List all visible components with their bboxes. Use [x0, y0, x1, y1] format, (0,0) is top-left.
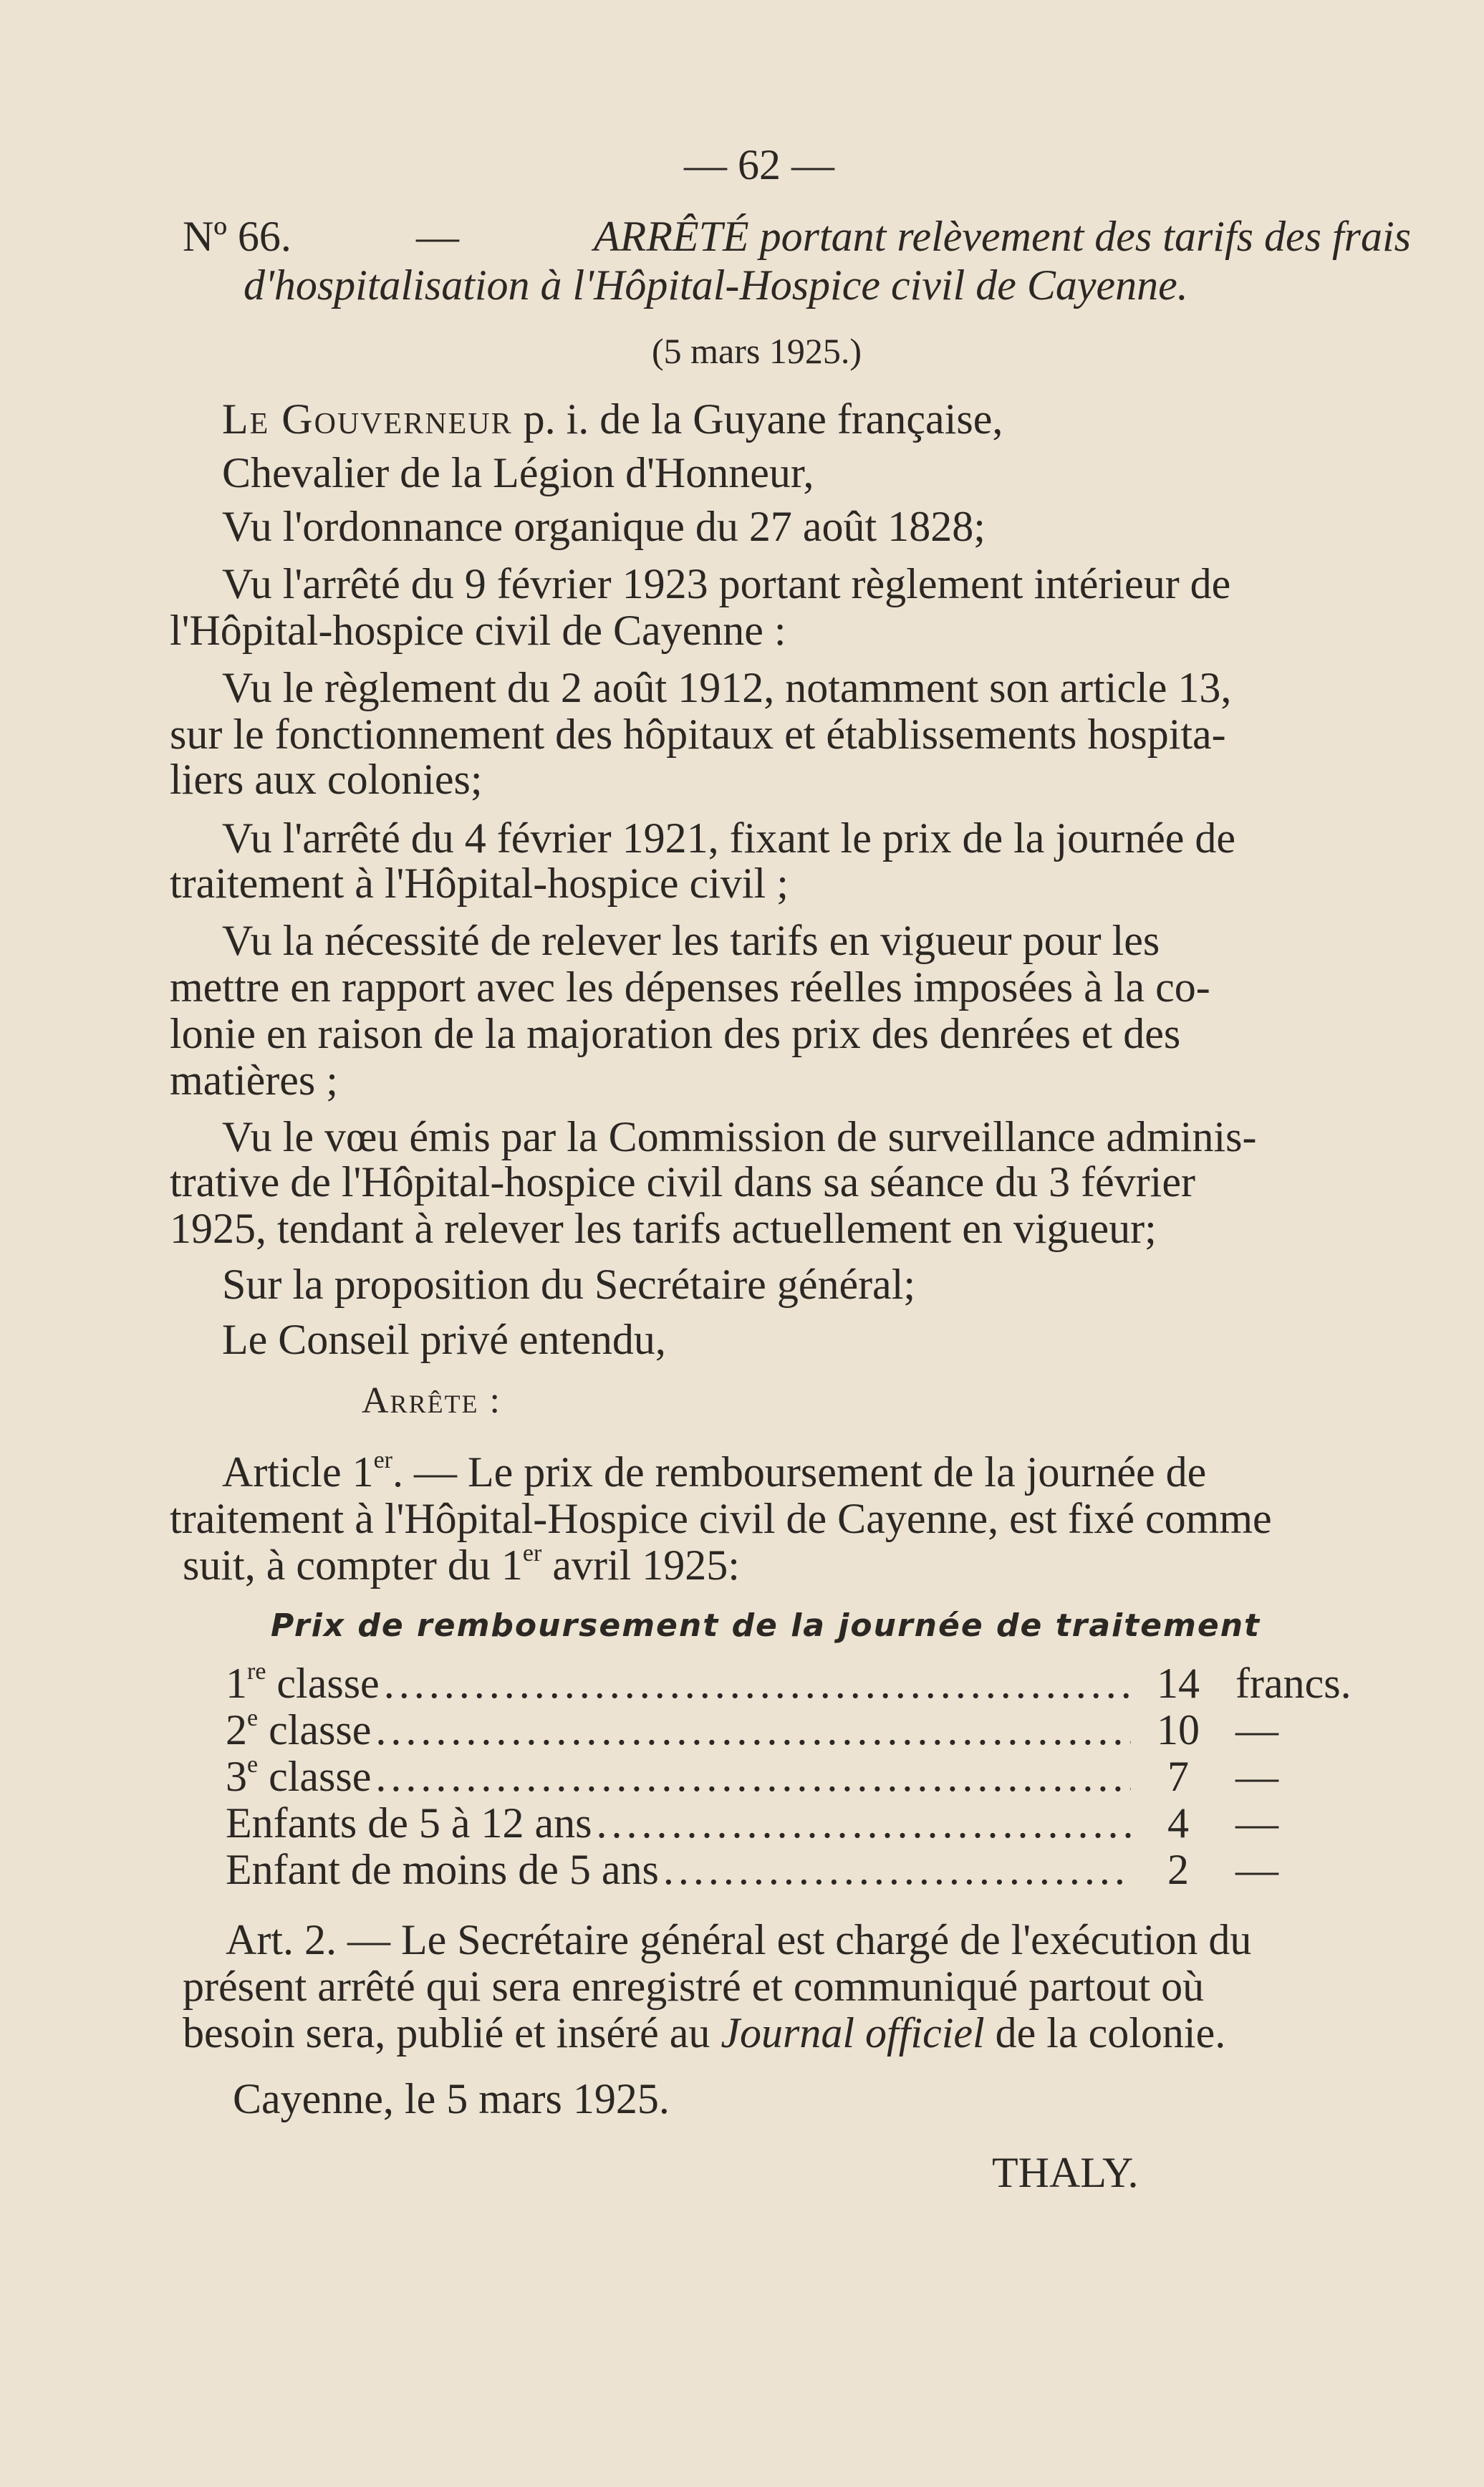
decree-title: ARRÊTÉ portant relèvement des tarifs des frais	[594, 213, 1411, 260]
tariff-label-sup: e	[247, 1751, 259, 1778]
article1-l2: traitement à l'Hôpital-Hospice civil de Cayenne, est fixé comme	[170, 1495, 1272, 1542]
title-dash: —	[415, 213, 459, 260]
decree-date: (5 mars 1925.)	[652, 331, 862, 371]
tariff-label-num: Enfant de moins de 5 ans	[226, 1846, 659, 1893]
vu-arrete-1923-l1: Vu l'arrêté du 9 février 1923 portant règlement intérieur de	[222, 560, 1231, 607]
article1-label: Article 1	[222, 1448, 374, 1496]
article1-l3	[183, 1540, 740, 1589]
tariff-unit: —	[1235, 1799, 1278, 1847]
leader-dots	[663, 1848, 1131, 1891]
tariff-value: 10	[1157, 1706, 1200, 1754]
leader-dots	[384, 1662, 1131, 1705]
vu-necessite-l1: Vu la nécessité de relever les tarifs en vigueur pour les	[222, 917, 1160, 964]
tariff-value: 4	[1167, 1799, 1189, 1847]
tariff-label-rest: classe	[258, 1753, 372, 1800]
tariff-label	[226, 1658, 380, 1707]
tariff-row	[226, 1658, 1357, 1707]
tariff-row	[226, 1799, 1357, 1847]
tariff-label-num: 3	[226, 1753, 247, 1800]
tariff-unit: —	[1235, 1706, 1278, 1754]
article1-sup: er	[373, 1447, 393, 1473]
signature: THALY.	[992, 2149, 1139, 2196]
decree-title-line1	[183, 215, 1411, 258]
tariff-row	[226, 1705, 1357, 1754]
vu-necessite-l4: matières ;	[170, 1057, 338, 1104]
article2-l3	[183, 2009, 1226, 2057]
article1-l3-b: avril 1925:	[541, 1541, 740, 1589]
article1-l1	[222, 1447, 1207, 1496]
governor-label: Le Gouverneur	[222, 395, 513, 443]
tariff-label-sup: re	[247, 1658, 266, 1685]
article2-l2: présent arrêté qui sera enregistré et communiqué partout où	[183, 1963, 1205, 2010]
vu-voeu-l1: Vu le vœu émis par la Commission de surveillance adminis-	[222, 1113, 1257, 1160]
governor-line	[222, 395, 1003, 443]
tariff-value: 14	[1157, 1660, 1200, 1707]
sur-proposition: Sur la proposition du Secrétaire général;	[222, 1261, 916, 1308]
vu-voeu-l3: 1925, tendant à relever les tarifs actuellement en vigueur;	[170, 1205, 1157, 1252]
place-date: Cayenne, le 5 mars 1925.	[233, 2075, 670, 2122]
vu-reglement-l2: sur le fonctionnement des hôpitaux et établissements hospita-	[170, 711, 1226, 758]
tariff-unit: —	[1235, 1753, 1278, 1800]
article1-l3-a: suit, à compter du 1	[183, 1541, 523, 1589]
tariff-value: 7	[1167, 1753, 1189, 1800]
leader-dots	[375, 1755, 1131, 1798]
tariff-value: 2	[1167, 1846, 1189, 1893]
article1-l3-sup: er	[522, 1540, 542, 1567]
article2-l3-b: de la colonie.	[995, 2009, 1226, 2057]
tariff-label-num: 2	[226, 1706, 247, 1754]
page-number: — 62 —	[684, 141, 834, 188]
leader-dots	[597, 1801, 1131, 1844]
vu-voeu-l2: trative de l'Hôpital-hospice civil dans sa séance du 3 février	[170, 1158, 1195, 1206]
decree-number: Nº 66.	[183, 213, 292, 260]
leader-dots	[375, 1708, 1131, 1751]
tariff-row	[226, 1848, 1357, 1891]
tariff-label	[226, 1751, 372, 1800]
governor-title: p. i. de la Guyane française,	[523, 395, 1003, 443]
tariff-label-num: Enfants de 5 à 12 ans	[226, 1799, 592, 1847]
tariff-label-num: 1	[226, 1660, 247, 1707]
arrete-heading: Arrête :	[362, 1380, 501, 1421]
chevalier-line: Chevalier de la Légion d'Honneur,	[222, 449, 814, 496]
article1-text: . — Le prix de remboursement de la journée de	[392, 1448, 1207, 1496]
tariff-label-rest: classe	[266, 1660, 380, 1707]
tariff-unit: francs.	[1235, 1660, 1352, 1707]
tariff-unit: —	[1235, 1846, 1278, 1893]
tariff-label	[226, 1705, 372, 1754]
vu-ordonnance: Vu l'ordonnance organique du 27 août 1828;	[222, 503, 986, 550]
tariff-row	[226, 1751, 1357, 1800]
vu-necessite-l3: lonie en raison de la majoration des prix des denrées et des	[170, 1010, 1181, 1057]
vu-reglement-l3: liers aux colonies;	[170, 756, 483, 803]
vu-arrete-1921-l2: traitement à l'Hôpital-hospice civil ;	[170, 860, 789, 907]
vu-arrete-1923-l2: l'Hôpital-hospice civil de Cayenne :	[170, 607, 786, 654]
article2-l1: Art. 2. — Le Secrétaire général est chargé de l'exécution du	[226, 1916, 1252, 1963]
tariff-label	[226, 1848, 659, 1891]
vu-necessite-l2: mettre en rapport avec les dépenses réelles imposées à la co-	[170, 963, 1210, 1011]
decree-title-line2: d'hospitalisation à l'Hôpital-Hospice civil de Cayenne.	[244, 261, 1188, 309]
journal-officiel: Journal officiel	[721, 2009, 985, 2057]
conseil-prive: Le Conseil privé entendu,	[222, 1316, 666, 1363]
vu-arrete-1921-l1: Vu l'arrêté du 4 février 1921, fixant le prix de la journée de	[222, 814, 1235, 862]
tariff-label-rest: classe	[258, 1706, 372, 1754]
tariff-label-sup: e	[247, 1705, 259, 1731]
article2-l3-a: besoin sera, publié et inséré au	[183, 2009, 710, 2057]
vu-reglement-l1: Vu le règlement du 2 août 1912, notamment son article 13,	[222, 664, 1232, 711]
tariff-label	[226, 1799, 592, 1847]
tariff-heading: Prix de remboursement de la journée de traitement	[271, 1607, 1261, 1644]
